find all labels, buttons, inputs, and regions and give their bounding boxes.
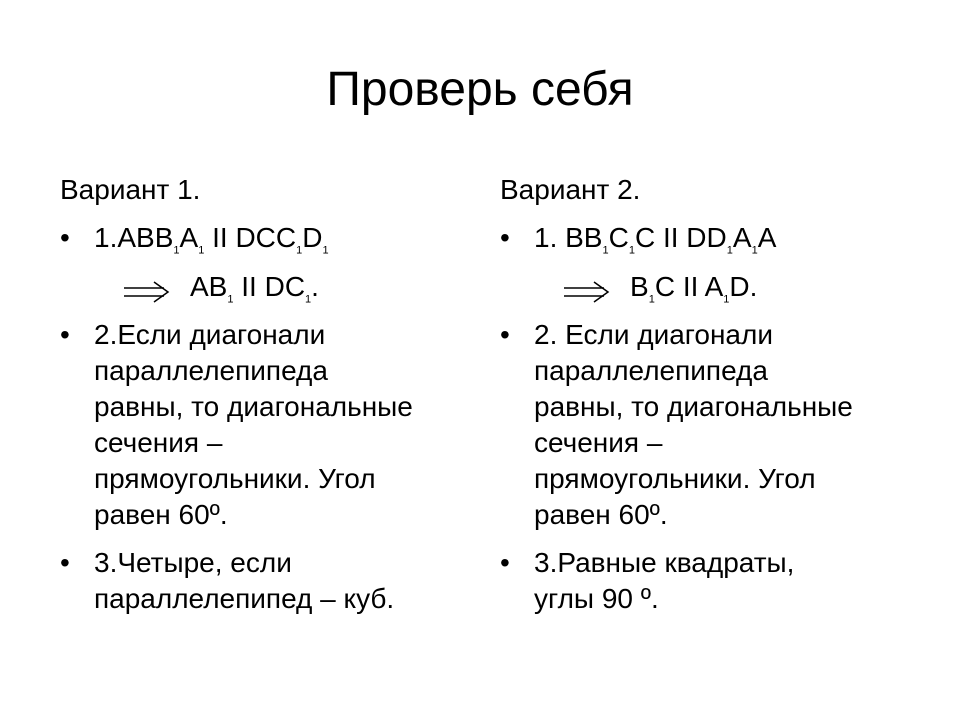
variant-1-column	[60, 172, 480, 629]
subscript-index: 1	[296, 244, 303, 257]
subscript-index: 1	[726, 244, 733, 257]
variant-1-answer-3	[60, 545, 480, 617]
variant-1-heading: Вариант 1.	[60, 174, 201, 205]
implies-row	[94, 269, 480, 305]
variant-2-answer-1	[500, 220, 920, 305]
variant-1-answer-1	[60, 220, 480, 305]
subscript-index: 1	[173, 244, 180, 257]
slide-title: Проверь себя	[326, 63, 634, 116]
variant-2-column	[500, 172, 920, 629]
variant-2-answer-2	[500, 317, 920, 533]
subscript-index: 1	[751, 244, 758, 257]
subscript-index: 1	[648, 293, 655, 306]
answer-2-line: сечения –	[94, 426, 223, 458]
bullet: •	[60, 546, 70, 578]
bullet: •	[60, 318, 70, 350]
answer-2-line: 2. Если диагонали	[534, 318, 773, 350]
answer-2-line: прямоугольники. Угол	[94, 462, 376, 494]
subscript-index: 1	[305, 293, 312, 306]
subscript-index: 1	[628, 244, 635, 257]
subscript-index: 1	[198, 244, 205, 257]
answer-1-line-2: $B_1C$ II $A_1D$.	[630, 270, 758, 306]
subscript-index: 1	[322, 244, 329, 257]
answer-1-line-1: $1.ABB_1A_1$ II $DCC_1D_1$	[94, 222, 329, 257]
answer-2-line: равны, то диагональные	[94, 390, 413, 422]
implies-arrow-icon	[124, 281, 170, 303]
answer-1-line-1: 1. $BB_1C_1C$ II $DD_1A_1A$	[534, 222, 777, 257]
answer-3-line: 3.Равные квадраты,	[534, 546, 795, 578]
variant-2-answer-3	[500, 545, 920, 617]
answer-3-line: 3.Четыре, если	[94, 546, 292, 578]
bullet: •	[500, 318, 510, 350]
answer-2-line: сечения –	[534, 426, 663, 458]
variant-2-heading: Вариант 2.	[500, 174, 641, 205]
subscript-index: 1	[602, 244, 609, 257]
answer-2-line: прямоугольники. Угол	[534, 462, 816, 494]
answer-1-line-2: $AB_1$ II $DC_1$.	[190, 270, 319, 306]
answer-2-line: 2.Если диагонали	[94, 318, 326, 350]
variant-1-answer-2	[60, 317, 480, 533]
answer-3-line: углы 90 º.	[534, 582, 659, 614]
answer-2-line: параллелепипеда	[534, 354, 768, 386]
answer-2-line: равен 60º.	[534, 498, 668, 530]
bullet: •	[60, 222, 70, 253]
answer-2-line: равен 60º.	[94, 498, 228, 530]
subscript-index: 1	[227, 293, 234, 306]
answer-3-line: параллелепипед – куб.	[94, 582, 395, 614]
answer-2-line: равны, то диагональные	[534, 390, 853, 422]
implies-row	[534, 269, 920, 305]
answer-2-line: параллелепипеда	[94, 354, 328, 386]
subscript-index: 1	[723, 293, 730, 306]
bullet: •	[500, 546, 510, 578]
bullet: •	[500, 222, 510, 253]
implies-arrow-icon	[564, 281, 610, 303]
